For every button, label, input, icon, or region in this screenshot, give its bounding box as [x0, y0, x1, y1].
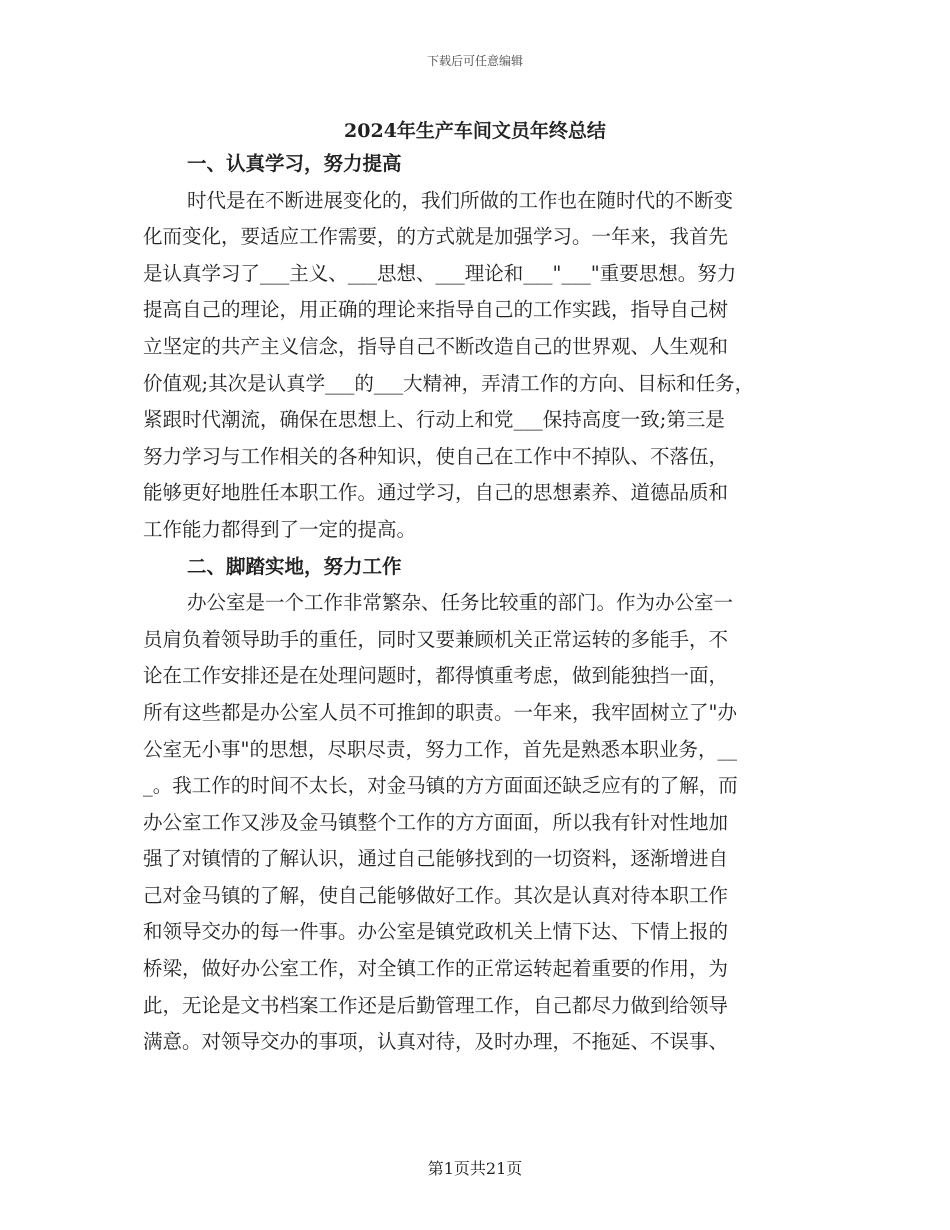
section-heading: 二、脚踏实地，努力工作 [187, 554, 402, 578]
paragraph-line: _。我工作的时间不太长，对金马镇的方方面面还缺乏应有的了解，而 [143, 774, 738, 798]
paragraph-line: 立坚定的共产主义信念，指导自己不断改造自己的世界观、人生观和 [143, 334, 729, 358]
paragraph-line: 价值观;其次是认真学___的___大精神，弄清工作的方向、目标和任务， [143, 371, 755, 395]
page-footer: 第1页共21页 [427, 1159, 523, 1178]
paragraph-line: 紧跟时代潮流，确保在思想上、行动上和党___保持高度一致;第三是 [143, 408, 725, 432]
paragraph-line: 强了对镇情的了解认识，通过自己能够找到的一切资料，逐渐增进自 [143, 847, 729, 871]
paragraph-line: 努力学习与工作相关的各种知识，使自己在工作中不掉队、不落伍， [143, 444, 729, 468]
paragraph-line: 办公室工作又涉及金马镇整个工作的方方面面，所以我有针对性地加 [143, 810, 729, 834]
document-title: 2024年生产车间文员年终总结 [344, 120, 606, 142]
paragraph-line: 工作能力都得到了一定的提高。 [143, 517, 417, 541]
paragraph-line: 和领导交办的每一件事。办公室是镇党政机关上情下达、下情上报的 [143, 920, 729, 944]
paragraph-line: 提高自己的理论，用正确的理论来指导自己的工作实践，指导自己树 [143, 298, 729, 322]
paragraph-line: 员肩负着领导助手的重任，同时又要兼顾机关正常运转的多能手，不 [143, 627, 729, 651]
paragraph-line: 能够更好地胜任本职工作。通过学习，自己的思想素养、道德品质和 [143, 481, 729, 505]
paragraph-line: 论在工作安排还是在处理问题时，都得慎重考虑，做到能独挡一面， [143, 664, 729, 688]
paragraph-line: 所有这些都是办公室人员不可推卸的职责。一年来，我牢固树立了"办 [143, 700, 737, 724]
paragraph-line: 己对金马镇的了解，使自己能够做好工作。其次是认真对待本职工作 [143, 883, 729, 907]
paragraph-line: 是认真学习了___主义、___思想、___理论和___"___"重要思想。努力 [143, 261, 737, 285]
paragraph-line: 满意。对领导交办的事项，认真对待，及时办理，不拖延、不误事、 [143, 1030, 729, 1054]
paragraph-line: 公室无小事"的思想，尽职尽责，努力工作，首先是熟悉本职业务，__ [143, 737, 737, 761]
paragraph-line: 此，无论是文书档案工作还是后勤管理工作，自己都尽力做到给领导 [143, 993, 729, 1017]
page-header: 下载后可任意编辑 [426, 54, 523, 68]
paragraph-line: 桥梁，做好办公室工作，对全镇工作的正常运转起着重要的作用，为 [143, 957, 729, 981]
paragraph-line: 化而变化，要适应工作需要，的方式就是加强学习。一年来，我首先 [143, 225, 729, 249]
paragraph-line: 办公室是一个工作非常繁杂、任务比较重的部门。作为办公室一 [187, 591, 734, 615]
section-heading: 一、认真学习，努力提高 [187, 152, 402, 175]
document-body [143, 146, 823, 1061]
paragraph-line: 时代是在不断进展变化的，我们所做的工作也在随时代的不断变 [187, 188, 734, 212]
